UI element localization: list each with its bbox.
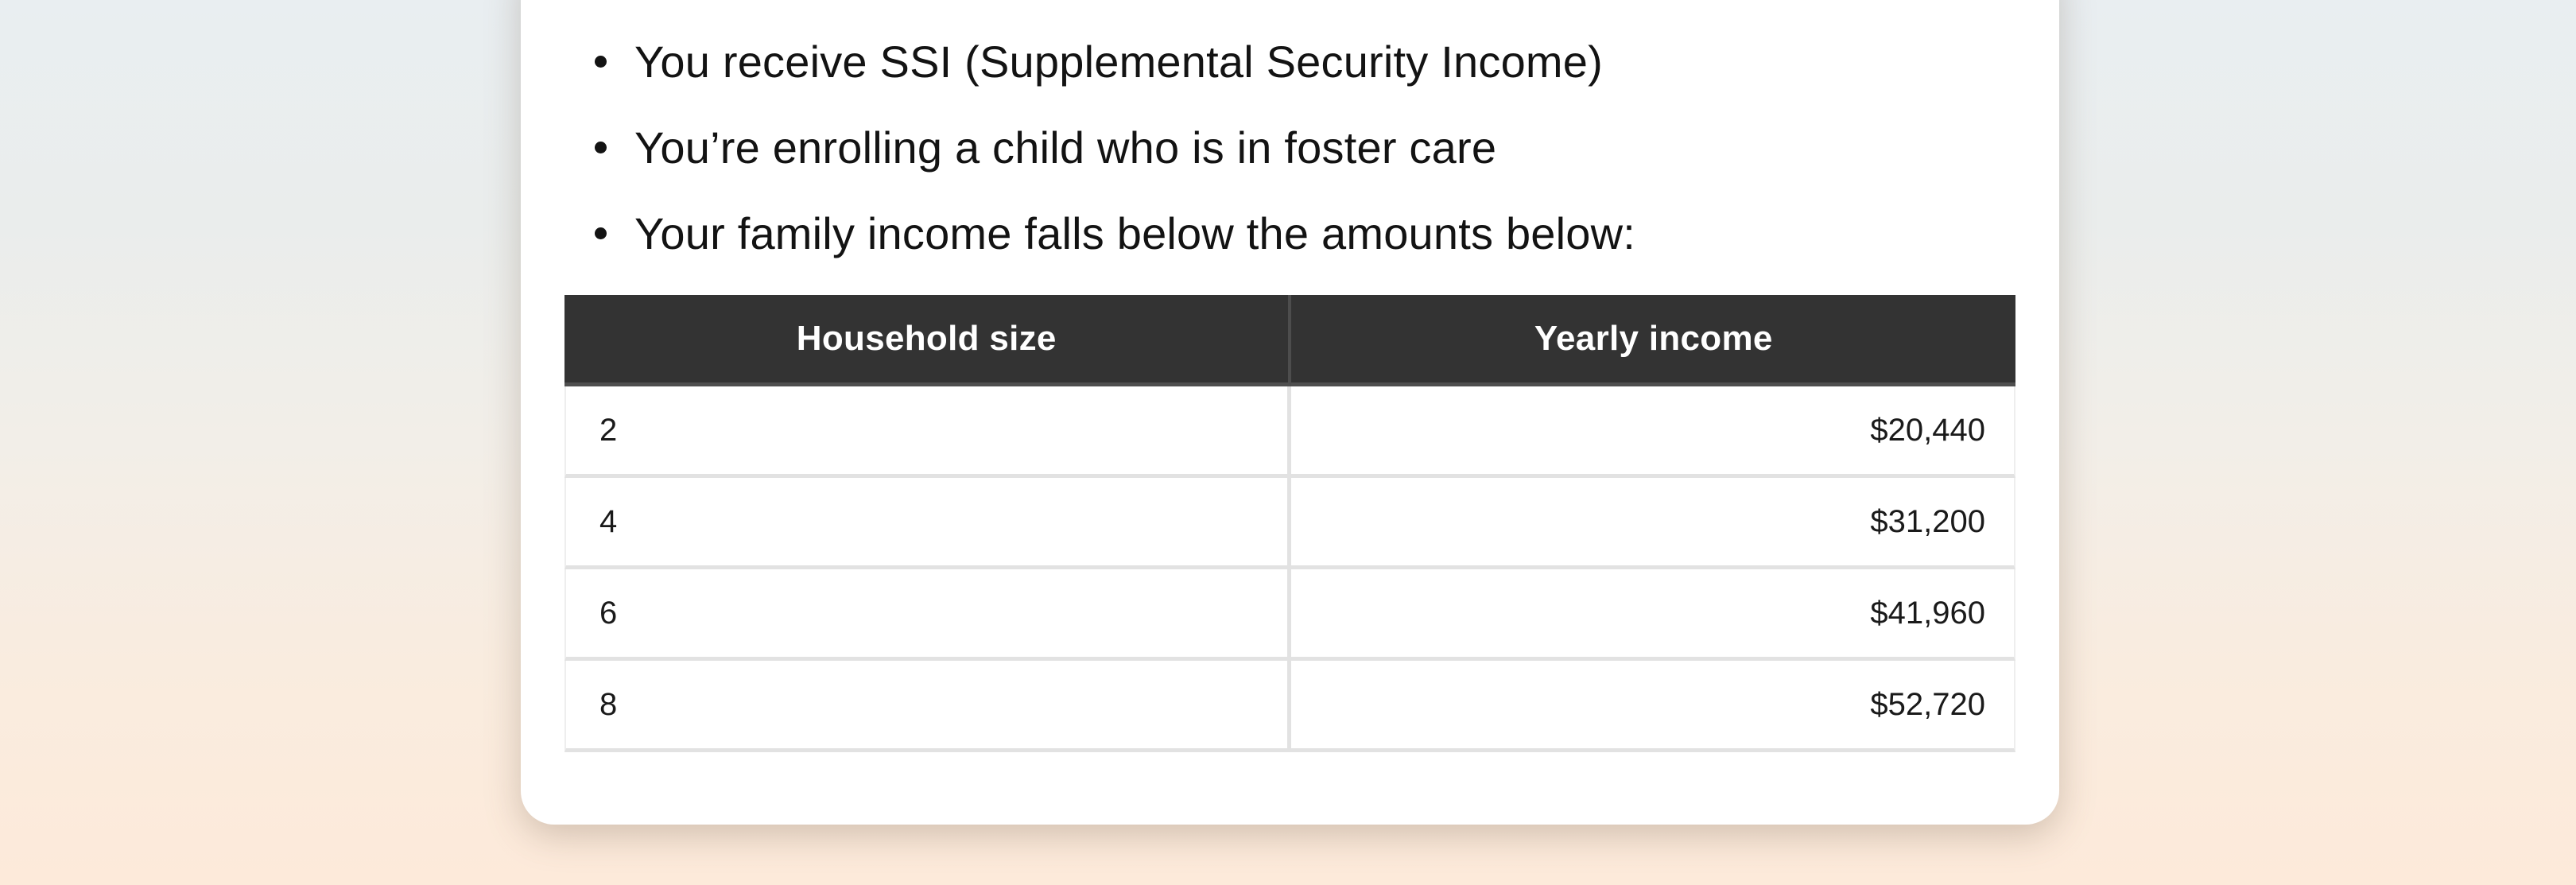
table-header: [564, 295, 2015, 386]
household-size-cell: 4: [564, 478, 1291, 569]
table-row: [564, 478, 2015, 569]
table-body: [564, 386, 2015, 752]
list-item-text: You receive SSI (Supplemental Security Income): [634, 37, 1603, 87]
household-size-cell: 2: [564, 386, 1291, 478]
list-item: [564, 205, 2015, 262]
household-size-cell: 6: [564, 569, 1291, 661]
table-row: [564, 569, 2015, 661]
yearly-income-cell: $41,960: [1291, 569, 2015, 661]
yearly-income-cell: $52,720: [1291, 661, 2015, 752]
table-header-row: [564, 295, 2015, 386]
bullet-icon: [595, 227, 607, 239]
household-size-cell: 8: [564, 661, 1291, 752]
yearly-income-cell: $20,440: [1291, 386, 2015, 478]
table-row: [564, 661, 2015, 752]
column-header-household-size: Household size: [564, 295, 1291, 386]
bullet-icon: [595, 56, 607, 68]
table-row: [564, 386, 2015, 478]
yearly-income-cell: $31,200: [1291, 478, 2015, 569]
content-card: [521, 0, 2059, 825]
eligibility-list: [564, 33, 2015, 262]
bullet-icon: [595, 142, 607, 153]
column-header-yearly-income: Yearly income: [1291, 295, 2015, 386]
list-item-text: You’re enrolling a child who is in foster care: [634, 122, 1497, 173]
list-item-text: Your family income falls below the amounts below:: [634, 208, 1636, 258]
list-item: [564, 33, 2015, 91]
income-limits-table: [564, 295, 2015, 752]
list-item: [564, 119, 2015, 177]
